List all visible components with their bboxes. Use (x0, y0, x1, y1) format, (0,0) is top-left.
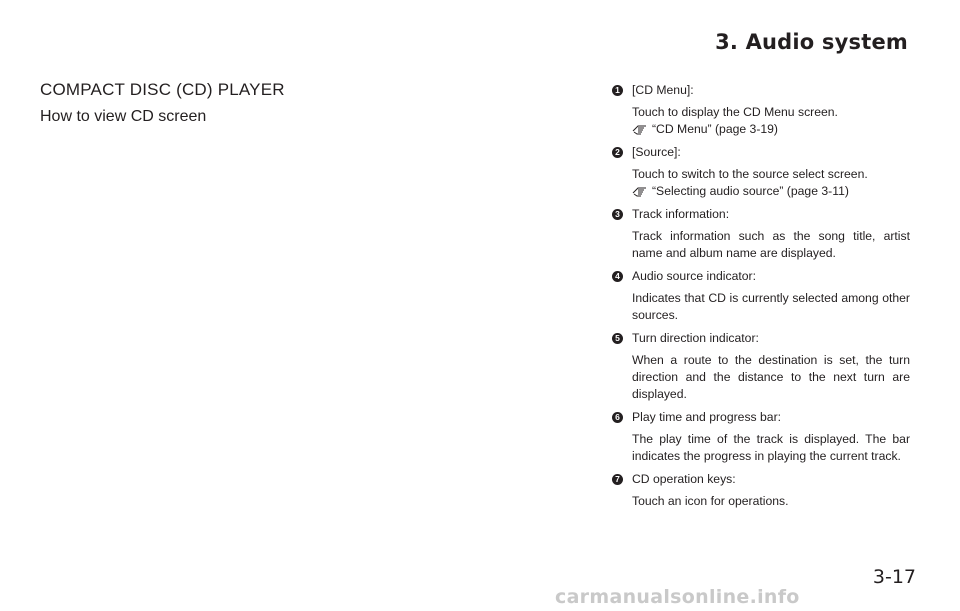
callout-label: [CD Menu]: (632, 83, 694, 97)
callout-number-badge: 6 (612, 412, 623, 423)
callout-number-badge: 3 (612, 209, 623, 220)
callout-item-cd-operation-keys (612, 471, 910, 510)
callout-item-audio-source-indicator (612, 268, 910, 324)
callout-description: The play time of the track is displayed. The bar indicates the progress in playing the current track. (632, 432, 910, 463)
callout-label: Turn direction indicator: (632, 331, 759, 345)
callout-number-badge: 4 (612, 271, 623, 282)
chapter-title: 3. Audio system (715, 30, 908, 54)
callout-description: Indicates that CD is currently selected among other sources. (632, 291, 910, 322)
callout-number-badge: 5 (612, 333, 623, 344)
callout-number-badge: 7 (612, 474, 623, 485)
callout-list (612, 82, 910, 516)
callout-item-source (612, 144, 910, 200)
callout-label: Track information: (632, 207, 730, 221)
page-reference-text[interactable]: “Selecting audio source” (page 3-11) (652, 184, 849, 198)
callout-description: Touch to switch to the source select screen. (632, 167, 868, 181)
page-reference[interactable] (612, 183, 910, 200)
callout-description: Touch to display the CD Menu screen. (632, 105, 838, 119)
callout-description: Touch an icon for operations. (632, 494, 789, 508)
watermark: carmanualsonline.info (555, 586, 800, 608)
callout-item-cd-menu (612, 82, 910, 138)
section-heading: COMPACT DISC (CD) PLAYER (40, 80, 285, 99)
page-reference[interactable] (612, 121, 910, 138)
page-number: 3-17 (872, 566, 916, 588)
callout-number-badge: 2 (612, 147, 623, 158)
callout-description: When a route to the destination is set, the turn direction and the distance to the next turn are displayed. (632, 353, 910, 401)
callout-item-track-information (612, 206, 910, 262)
callout-item-turn-direction-indicator (612, 330, 910, 403)
callout-label: Play time and progress bar: (632, 410, 782, 424)
callout-description: Track information such as the song title, artist name and album name are displayed. (632, 229, 910, 260)
callout-label: [Source]: (632, 145, 681, 159)
callout-label: CD operation keys: (632, 472, 736, 486)
sub-heading: How to view CD screen (40, 108, 207, 125)
callout-item-play-time-progress-bar (612, 409, 910, 465)
callout-label: Audio source indicator: (632, 269, 756, 283)
pointing-hand-icon (632, 124, 648, 136)
pointing-hand-icon (632, 186, 648, 198)
page-reference-text[interactable]: “CD Menu” (page 3-19) (652, 122, 778, 136)
callout-number-badge: 1 (612, 85, 623, 96)
